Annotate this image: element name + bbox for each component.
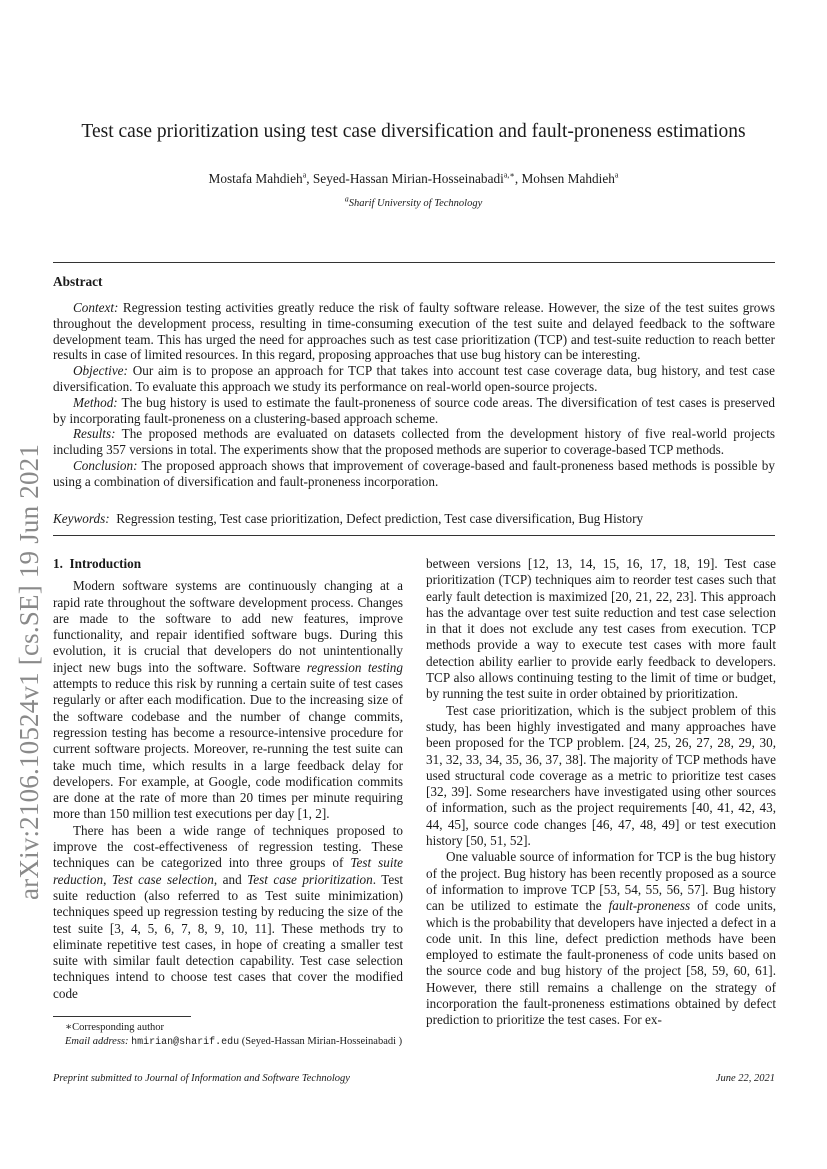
abstract-section-text: Regression testing activities greatly reduce the risk of faulty software release. However, the size of the test suites grows throughout the development process, resulting in time-consuming execution of the test suite and delayed feedback to the software development team. This has urged the need for approaches such as test case prioritization (TCP) and test-suite reduction to reach better results in case of limited resources. In this regard, proposing approaches that use bug history can be interesting. [53,300,775,363]
abstract-section-label: Results: [73,426,116,442]
author-affiliation-marker: a,∗ [503,170,515,180]
body-text: , and [213,871,248,887]
author-name: Seyed-Hassan Mirian-Hosseinabadi [312,171,504,186]
email-owner: (Seyed-Hassan Mirian-Hosseinabadi ) [239,1035,403,1047]
abstract-section-text: The proposed methods are evaluated on datasets collected from the development history of five real-world projects including 357 versions in total. The experiments show that the proposed methods are superior to coverage-based TCP methods. [53,426,775,458]
arxiv-identifier-stamp: arXiv:2106.10524v1 [cs.SE] 19 Jun 2021 [14,443,44,900]
affiliation [0,194,827,209]
abstract-paragraph [53,300,775,363]
footer-preprint-note: Preprint submitted to Journal of Information and Software Technology [53,1073,350,1084]
body-text: attempts to reduce this risk by running a certain suite of test cases regularly or after each modification. Due to the increasing size of the software codebase and the number of change commits, regression testing has become a resource-intensive procedure for current software projects. Moreover, re-running the test suite can take much time, which results in a large feedback delay for developers. For example, at Google, code modification commits are done at the rate of more than 20 times per minute requiring more than 150 million test executions per day [1, 2]. [53,676,403,822]
paper-title: Test case prioritization using test case diversification and fault-proneness estimations [81,121,746,142]
footnote-divider [53,1016,191,1017]
body-text: There has been a wide range of techniques proposed to improve the cost-effectiveness of regression testing. These techniques can be categorized into three groups of [53,822,403,871]
author-separator: , [306,171,313,186]
right-column [426,556,776,1029]
author-affiliation-marker: a [302,170,307,180]
emphasized-term: Test case prioritization [247,871,373,887]
keywords-label: Keywords: [53,511,110,526]
keywords [53,511,775,527]
affiliation-name: Sharif University of Technology [348,198,483,209]
abstract-section-label: Context: [73,300,119,315]
left-column [53,556,403,1002]
affiliation-marker: a [344,194,349,204]
author-name: Mohsen Mahdieh [521,171,615,186]
abstract-section-label: Objective: [73,363,128,379]
abstract-section-text: The proposed approach shows that improvement of coverage-based and fault-proneness based methods is possible by using a combination of diversification and fault-proneness incorporation. [53,457,775,489]
email-label: Email address: [65,1035,129,1047]
corresponding-author-note: ∗Corresponding author [65,1022,164,1033]
abstract-heading: Abstract [53,274,103,289]
author-separator: , [514,171,522,186]
abstract-bottom-divider [53,535,775,536]
emphasized-term: regression testing [306,659,403,675]
emphasized-term: Test suite reduction [53,855,403,887]
top-divider [53,262,775,263]
author-name: Mostafa Mahdieh [208,171,303,186]
body-text: between versions [12, 13, 14, 15, 16, 17, 18, 19]. Test case prioritization (TCP) techniques aim to reorder test cases such that early fault detection is maximized [20, 21, 22, 23]. This approach has the advantage over test suite reduction and test case selection in that it does not exclude any test cases from execution. TCP methods provide a way to execute test cases with more fault detection ability earlier to provide early feedback to developers. TCP also allows continuing testing to the limit of time or budget, by running the test suite in order obtained by prioritization. [426,556,776,702]
author-list [0,171,827,187]
body-paragraph [426,849,776,1028]
abstract-body [53,300,775,490]
abstract-section-label: Method: [73,394,118,410]
email-link[interactable]: hmirian@sharif.edu [131,1036,240,1048]
abstract-section-label: Conclusion: [73,457,138,473]
abstract-paragraph [53,426,775,458]
body-paragraph [53,823,403,1002]
keywords-text: Regression testing, Test case prioritization, Defect prediction, Test case diversification, Bug History [109,511,644,526]
body-text: . Test suite reduction (also referred to as Test suite minimization) techniques speed up regression testing by reducing the size of the test suite [3, 4, 5, 6, 7, 8, 9, 10, 11]. These methods try to eliminate repetitive test cases, in hope of creating a smaller test suite with similar fault detection capability. Test case selection techniques intend to choose test cases that cover the modified code [53,871,404,1001]
abstract-paragraph [53,458,775,490]
abstract-section-text: Our aim is to propose an approach for TCP that takes into account test case coverage data, bug history, and test case diversification. To evaluate this approach we study its performance on real-world open-source projects. [53,363,775,394]
emphasized-term: fault-proneness [608,898,691,914]
abstract-paragraph [53,395,775,427]
body-paragraph [426,703,776,850]
body-paragraph [53,578,403,822]
emphasized-term: Test case selection [111,871,214,887]
abstract-section-text: The bug history is used to estimate the fault-proneness of source code areas. The diversification of test cases is preserved by incorporating fault-proneness on a clustering-based approach scheme. [53,394,775,426]
footnotes [53,1021,403,1050]
section-heading-introduction: 1. Introduction [53,556,142,571]
body-text: One valuable source of information for TCP is the bug history of the project. Bug history has been recently proposed as a source of information to improve TCP [53, 54, 55, 56, 57]. Bug history can be utilized to estimate the [426,849,776,914]
author-affiliation-marker: a [614,170,619,180]
body-text: of code units, which is the probability that developers have injected a defect in a code unit. In this line, defect prediction methods have been employed to estimate the fault-proneness of code units based on the source code and bug history of the project [58, 59, 60, 61]. However, there still remains a challenge on the strategy of incorporation the fault-proneness estimations obtained by defect prediction to prioritize the test cases. For ex- [426,898,776,1028]
footer-date: June 22, 2021 [715,1073,775,1084]
body-text: , [103,871,112,887]
body-text: Test case prioritization, which is the subject problem of this study, has been highly investigated and many approaches have been proposed for the TCP problem. [24, 25, 26, 27, 28, 29, 30, 31, 32, 33, 34, 35, 36, 37, 38]. The majority of TCP methods have used structural code coverage as a metric to prioritize test cases [32, 39]. Some researchers have investigated using other sources of information, such as the project requirements [40, 41, 42, 43, 44, 45], source code changes [46, 47, 48, 49] or test execution history [50, 51, 52]. [426,702,776,849]
body-paragraph [426,556,776,703]
body-text: Modern software systems are continuously changing at a rapid rate throughout the software development process. Changes are made to the software to add new features, improve functionality, and repair identified software bugs. During this evolution, it is crucial that developers do not unintentionally inject new bugs into the software. Software [53,578,403,675]
abstract-paragraph [53,363,775,395]
